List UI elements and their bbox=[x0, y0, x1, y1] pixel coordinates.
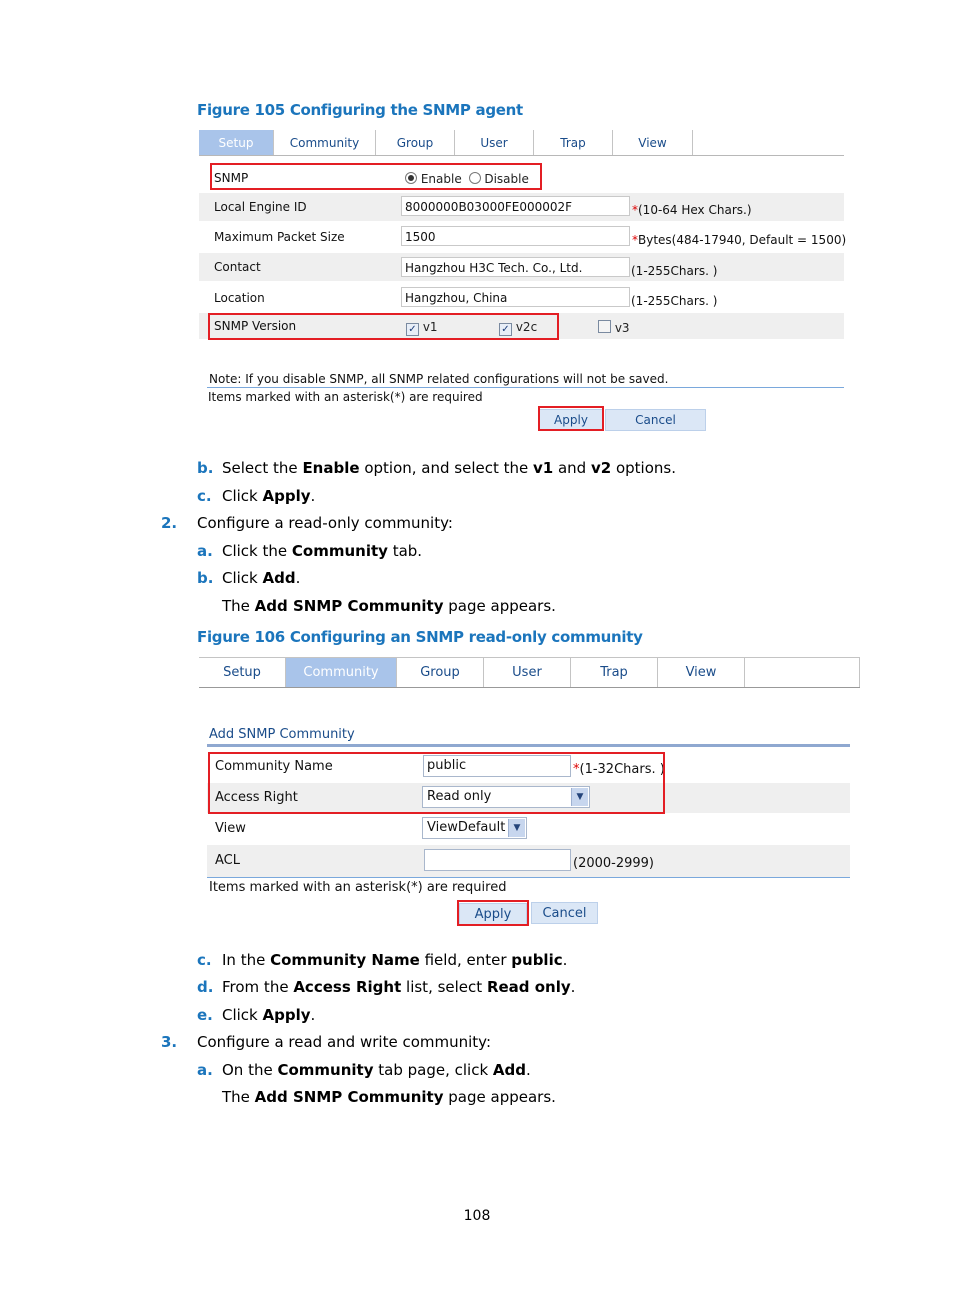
v1-checkbox[interactable]: ✓ bbox=[406, 323, 419, 336]
step-3a-result: The Add SNMP Community page appears. bbox=[222, 1088, 556, 1106]
step-b: b. Select the Enable option, and select the v1 and v2 options. bbox=[197, 459, 676, 477]
community-name-hint: *(1-32Chars. ) bbox=[573, 762, 665, 777]
enable-label: Enable bbox=[420, 172, 462, 186]
snmp-version-label: SNMP Version bbox=[214, 319, 297, 333]
tab-view[interactable]: View bbox=[658, 658, 745, 687]
tab-community[interactable]: Community bbox=[274, 130, 376, 155]
engine-id-label: Local Engine ID bbox=[214, 200, 307, 214]
engine-id-input[interactable]: 8000000B03000FE000002F bbox=[401, 196, 630, 216]
engine-id-hint: *(10-64 Hex Chars.) bbox=[632, 203, 752, 217]
row-view bbox=[207, 814, 850, 844]
highlight-apply bbox=[538, 406, 604, 431]
highlight-name-access bbox=[208, 752, 665, 814]
page-number: 108 bbox=[463, 1208, 491, 1224]
chevron-down-icon[interactable]: ▼ bbox=[508, 819, 525, 837]
v2c-checkbox[interactable]: ✓ bbox=[499, 323, 512, 336]
access-right-label: Access Right bbox=[215, 790, 298, 805]
contact-label: Contact bbox=[214, 260, 261, 274]
max-packet-hint: *Bytes(484-17940, Default = 1500) bbox=[632, 233, 847, 247]
location-input[interactable]: Hangzhou, China bbox=[401, 287, 630, 307]
highlight-apply-2 bbox=[457, 900, 529, 926]
max-packet-label: Maximum Packet Size bbox=[214, 230, 345, 244]
section-title: Add SNMP Community bbox=[209, 727, 355, 742]
tab-trap[interactable]: Trap bbox=[534, 130, 613, 155]
tab-user[interactable]: User bbox=[455, 130, 534, 155]
required-note: Items marked with an asterisk(*) are required bbox=[208, 390, 483, 404]
cancel-button[interactable]: Cancel bbox=[531, 902, 598, 924]
disable-label: Disable bbox=[484, 172, 529, 186]
contact-hint: (1-255Chars. ) bbox=[631, 264, 718, 278]
v2c-label: v2c bbox=[515, 320, 538, 334]
tab-bar bbox=[199, 130, 844, 156]
highlight-snmp bbox=[210, 163, 542, 190]
step-2b: b. Click Add. bbox=[197, 569, 301, 587]
step-2a: a. Click the Community tab. bbox=[197, 542, 423, 560]
figure-106-caption: Figure 106 Configuring an SNMP read-only community bbox=[197, 628, 643, 646]
location-hint: (1-255Chars. ) bbox=[631, 294, 718, 308]
acl-input[interactable] bbox=[424, 849, 571, 871]
acl-label: ACL bbox=[215, 853, 240, 868]
snmp-label: SNMP bbox=[214, 171, 249, 185]
tab-bar-filler bbox=[693, 130, 844, 155]
highlight-snmp-version bbox=[208, 313, 559, 340]
access-right-value: Read only bbox=[427, 789, 492, 804]
disable-note: Note: If you disable SNMP, all SNMP related configurations will not be saved. bbox=[209, 372, 669, 386]
section-title-underline bbox=[207, 744, 850, 747]
step-d: d. From the Access Right list, select Read only. bbox=[197, 978, 576, 996]
step-c: c. In the Community Name field, enter public. bbox=[197, 951, 568, 969]
cancel-button[interactable]: Cancel bbox=[605, 409, 706, 431]
view-label: View bbox=[215, 821, 246, 836]
v3-label: v3 bbox=[614, 321, 630, 335]
step-2b-result: The Add SNMP Community page appears. bbox=[222, 597, 556, 615]
apply-button[interactable]: Apply bbox=[539, 409, 603, 431]
apply-button[interactable]: Apply bbox=[459, 903, 527, 925]
acl-hint: (2000-2999) bbox=[573, 856, 655, 871]
tab-setup[interactable]: Setup bbox=[199, 658, 286, 687]
view-select[interactable] bbox=[422, 817, 527, 839]
tab-bar-2 bbox=[199, 657, 860, 688]
required-note-2: Items marked with an asterisk(*) are required bbox=[209, 880, 507, 895]
tab-trap[interactable]: Trap bbox=[571, 658, 658, 687]
tab-group[interactable]: Group bbox=[376, 130, 455, 155]
community-name-input[interactable]: public bbox=[423, 755, 571, 777]
view-value: ViewDefault bbox=[427, 820, 506, 835]
v3-option[interactable] bbox=[598, 320, 630, 335]
tab-community[interactable]: Community bbox=[286, 658, 397, 687]
v3-checkbox[interactable] bbox=[598, 320, 611, 333]
community-name-label: Community Name bbox=[215, 759, 333, 774]
divider-line bbox=[207, 387, 844, 388]
tab-setup[interactable]: Setup bbox=[199, 130, 274, 155]
figure-105-caption: Figure 105 Configuring the SNMP agent bbox=[197, 101, 523, 119]
tab-bar-filler bbox=[745, 658, 860, 687]
contact-input[interactable]: Hangzhou H3C Tech. Co., Ltd. bbox=[401, 257, 630, 277]
step-3: 3. Configure a read and write community: bbox=[161, 1033, 491, 1051]
tab-group[interactable]: Group bbox=[397, 658, 484, 687]
max-packet-input[interactable]: 1500 bbox=[401, 226, 630, 246]
chevron-down-icon[interactable]: ▼ bbox=[571, 788, 588, 806]
location-label: Location bbox=[214, 291, 265, 305]
v1-label: v1 bbox=[422, 320, 438, 334]
divider-line-2 bbox=[207, 877, 850, 878]
tab-view[interactable]: View bbox=[613, 130, 693, 155]
step-c: c. Click Apply. bbox=[197, 487, 316, 505]
step-2: 2. Configure a read-only community: bbox=[161, 514, 453, 532]
step-e: e. Click Apply. bbox=[197, 1006, 316, 1024]
step-3a: a. On the Community tab page, click Add. bbox=[197, 1061, 531, 1079]
tab-user[interactable]: User bbox=[484, 658, 571, 687]
